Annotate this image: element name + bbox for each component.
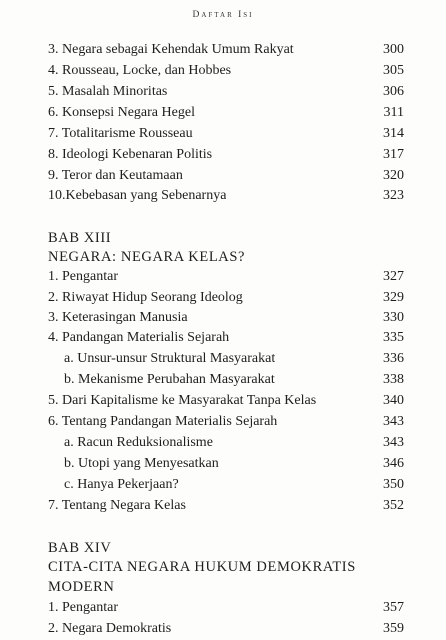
chapter-label: BAB XIII: [48, 230, 112, 246]
toc-entry-label: 6. Konsepsi Negara Hegel: [48, 105, 195, 120]
toc-entry-page: 343: [383, 435, 404, 450]
toc-subentry: [64, 370, 404, 390]
toc-entry-page: 340: [383, 393, 404, 408]
chapter-title: NEGARA: NEGARA KELAS?: [48, 249, 246, 265]
toc-entry-page: 323: [383, 188, 404, 203]
toc-entry-page: 327: [383, 269, 404, 284]
toc-subentry: [64, 454, 404, 474]
toc-entry: [48, 186, 404, 206]
toc-entry: [48, 145, 404, 165]
toc-entry-label: 9. Teror dan Keutamaan: [48, 168, 183, 183]
toc-entry: [48, 391, 404, 411]
toc-entry: [48, 267, 404, 287]
running-header: Daftar Isi: [192, 10, 254, 20]
toc-entry-label: 6. Tentang Pandangan Materialis Sejarah: [48, 414, 278, 429]
toc-entry-page: 350: [383, 477, 404, 492]
toc-entry-label: 3. Keterasingan Manusia: [48, 310, 188, 325]
toc-entry-label: 7. Totalitarisme Rousseau: [48, 126, 193, 141]
toc-entry: [48, 412, 404, 432]
toc-entry-label: a. Racun Reduksionalisme: [64, 435, 213, 450]
toc-entry-label: 7. Tentang Negara Kelas: [48, 498, 186, 513]
toc-entry-label: 4. Pandangan Materialis Sejarah: [48, 330, 230, 345]
toc-entry-page: 335: [383, 330, 404, 345]
toc-entry-label: b. Utopi yang Menyesatkan: [64, 456, 219, 471]
toc-entry-label: 2. Riwayat Hidup Seorang Ideolog: [48, 290, 243, 305]
toc-subentry: [64, 475, 404, 495]
toc-subentry: [64, 349, 404, 369]
toc-entry-page: 338: [383, 372, 404, 387]
toc-entry: [48, 61, 404, 81]
toc-entry-page: 359: [383, 621, 404, 636]
toc-entry: [48, 40, 404, 60]
toc-entry-label: b. Mekanisme Perubahan Masyarakat: [64, 372, 275, 387]
toc-entry-page: 352: [383, 498, 404, 513]
toc-entry-page: 346: [383, 456, 404, 471]
chapter-title-continued: MODERN: [48, 579, 115, 595]
toc-entry-page: 320: [383, 168, 404, 183]
toc-entry-page: 314: [383, 126, 404, 141]
toc-entry-label: 3. Negara sebagai Kehendak Umum Rakyat: [48, 42, 294, 57]
toc-entry-page: 300: [383, 42, 404, 57]
toc-entry-label: 4. Rousseau, Locke, dan Hobbes: [48, 63, 232, 78]
chapter-title: CITA-CITA NEGARA HUKUM DEMOKRATIS: [48, 559, 356, 575]
toc-entry-page: 305: [383, 63, 404, 78]
toc-entry-page: 336: [383, 351, 404, 366]
toc-entry-label: 8. Ideologi Kebenaran Politis: [48, 147, 213, 162]
toc-entry-page: 330: [383, 310, 404, 325]
toc-entry: [48, 619, 404, 639]
toc-entry-page: 317: [383, 147, 404, 162]
toc-entry: [48, 82, 404, 102]
toc-entry-label: 1. Pengantar: [48, 269, 118, 284]
toc-entry: [48, 288, 404, 308]
toc-entry-label: a. Unsur-unsur Struktural Masyarakat: [64, 351, 276, 366]
toc-entry-page: 357: [383, 600, 404, 615]
toc-subentry: [64, 433, 404, 453]
toc-entry-label: c. Hanya Pekerjaan?: [64, 477, 179, 492]
toc-entry: [48, 496, 404, 516]
toc-entry-label: 5. Dari Kapitalisme ke Masyarakat Tanpa Kelas: [48, 393, 317, 408]
toc-entry-label: 5. Masalah Minoritas: [48, 84, 168, 99]
toc-entry: [48, 166, 404, 186]
toc-entry: [48, 328, 404, 348]
toc-entry: [48, 308, 404, 328]
toc-entry: [48, 598, 404, 618]
toc-entry-label: 1. Pengantar: [48, 600, 118, 615]
chapter-label: BAB XIV: [48, 540, 112, 556]
toc-entry-label: 10.Kebebasan yang Sebenarnya: [48, 188, 227, 203]
toc-entry-page: 306: [383, 84, 404, 99]
toc-entry-page: 343: [383, 414, 404, 429]
toc-entry-page: 311: [383, 105, 404, 120]
toc-entry-page: 329: [383, 290, 404, 305]
toc-entry: [48, 124, 404, 144]
toc-entry-label: 2. Negara Demokratis: [48, 621, 172, 636]
toc-entry: [48, 103, 404, 123]
